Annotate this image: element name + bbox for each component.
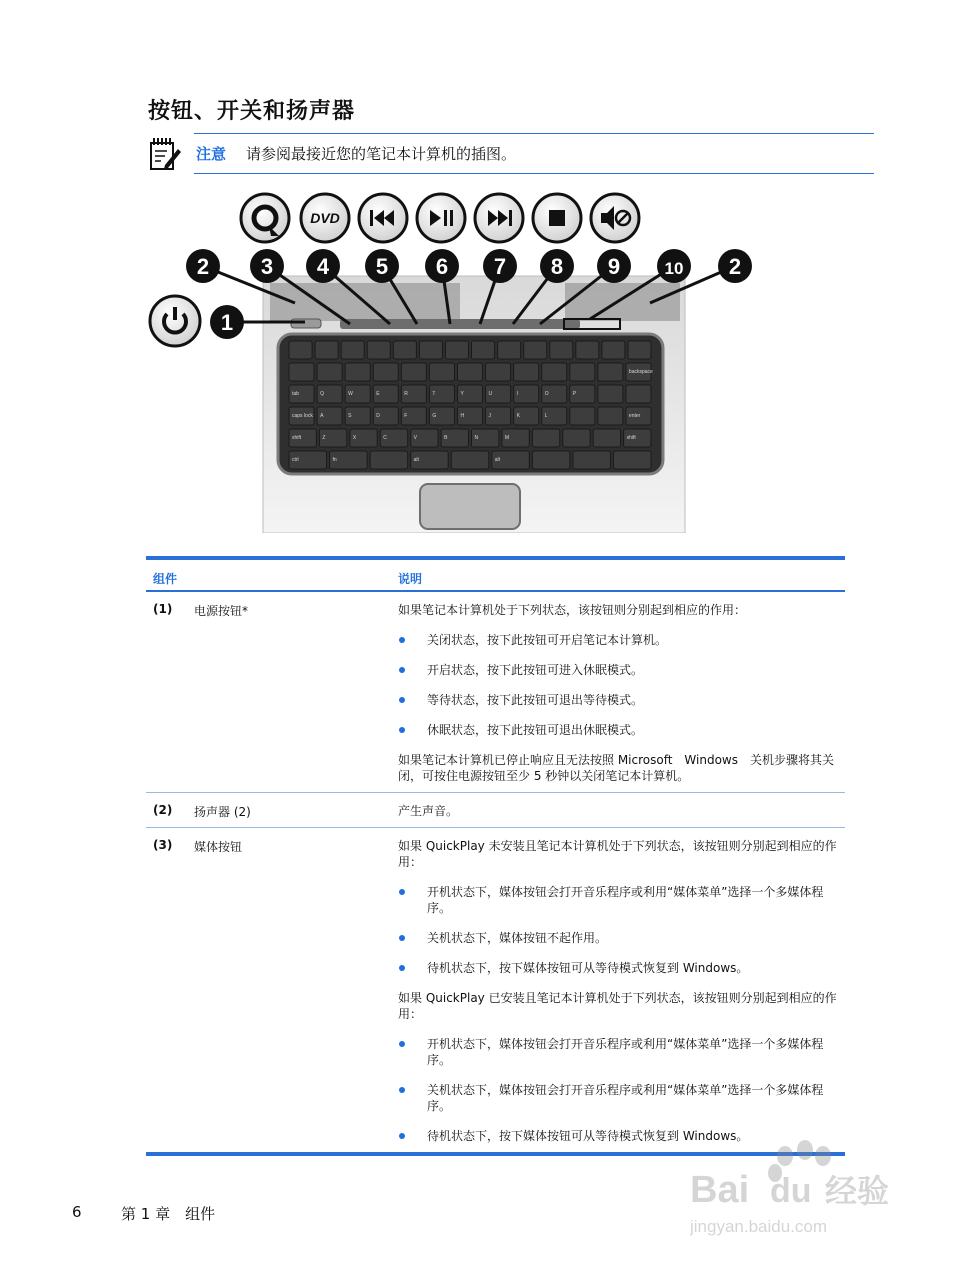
callout-number: 4 (316, 254, 330, 279)
row-component: 扬声器 (2) (194, 805, 251, 819)
table-header (146, 560, 845, 592)
keyboard-key (563, 429, 590, 447)
keyboard-key-label: O (544, 391, 549, 397)
keyboard-key-label: T (432, 391, 436, 397)
keyboard-key (593, 429, 620, 447)
keyboard-key-label: H (460, 413, 465, 419)
bullet-item: 休眠状态，按下此按钮可退出休眠模式。 (398, 722, 839, 738)
touchpad (420, 484, 520, 529)
keyboard-key-label: P (572, 391, 577, 397)
keyboard-key (370, 451, 408, 469)
header-component: 组件 (153, 572, 178, 586)
keyboard-key (532, 451, 570, 469)
power-icon-callout (150, 296, 200, 346)
keyboard-key-label: J (488, 413, 492, 419)
keyboard-key (451, 451, 489, 469)
callout-number: 1 (220, 310, 234, 335)
keyboard-key (598, 385, 623, 403)
speaker-grille-right (565, 283, 680, 321)
keyboard-key-label: N (474, 435, 479, 441)
keyboard-key-label: alt (494, 457, 501, 463)
callout-number: 2 (728, 254, 742, 279)
keyboard-key (457, 363, 482, 381)
bullet-dot-icon (399, 965, 405, 971)
row-number: (1) (153, 602, 173, 616)
chapter-label: 第 1 章 组件 (121, 1205, 216, 1223)
keyboard-key (419, 341, 442, 359)
keyboard-key-label: V (413, 435, 418, 441)
keyboard-key-label: D (376, 413, 380, 419)
callout-number: 3 (260, 254, 274, 279)
bullet-dot-icon (399, 935, 405, 941)
keyboard-key (445, 341, 468, 359)
keyboard-key (570, 407, 595, 425)
keyboard-key (486, 363, 511, 381)
keyboard-key-label: shift (626, 435, 636, 441)
bullet-item: 关机状态下，媒体按钮会打开音乐程序或利用“媒体菜单”选择一个多媒体程序。 (398, 1082, 839, 1114)
callout-number: 9 (607, 254, 621, 279)
row-number: (3) (153, 838, 173, 852)
row-description (398, 592, 845, 792)
keyboard-key-label: caps lock (292, 413, 313, 419)
keyboard-key (315, 341, 338, 359)
note-text: 请参阅最接近您的笔记本计算机的插图。 (246, 145, 517, 163)
note-rule-top (194, 133, 874, 134)
keyboard-key-label: W (348, 391, 353, 397)
row-component: 电源按钮* (194, 604, 249, 618)
keyboard-key-label: X (352, 435, 357, 441)
bullet-item: 开机状态下，媒体按钮会打开音乐程序或利用“媒体菜单”选择一个多媒体程序。 (398, 1036, 839, 1068)
callout-number: 7 (493, 254, 507, 279)
description-text: 产生声音。 (398, 804, 459, 818)
keyboard-key (317, 363, 342, 381)
keyboard-key-label: F (404, 413, 408, 419)
keyboard-key-label: enter (628, 413, 641, 419)
keyboard-key (550, 341, 573, 359)
page-title: 按钮、开关和扬声器 (148, 99, 356, 124)
watermark-brand: Bai (690, 1169, 750, 1211)
bullet-item: 开机状态下，媒体按钮会打开音乐程序或利用“媒体菜单”选择一个多媒体程序。 (398, 884, 839, 916)
row-description (398, 793, 845, 827)
row-number: (2) (153, 803, 173, 817)
bullet-item: 等待状态，按下此按钮可退出等待模式。 (398, 692, 839, 708)
keyboard-key (472, 341, 495, 359)
keyboard-key-label: K (516, 413, 520, 419)
keyboard-key-label: R (404, 391, 408, 397)
page-number: 6 (72, 1203, 82, 1221)
keyboard-key (514, 363, 539, 381)
keyboard-key-label: S (348, 413, 352, 419)
watermark-brand2: du (770, 1172, 812, 1210)
keyboard-key-label: B (444, 435, 448, 441)
header-description: 说明 (398, 572, 423, 586)
bullet-dot-icon (399, 1087, 405, 1093)
keyboard-key (628, 341, 651, 359)
media-icon-row (241, 194, 639, 242)
callout-number: 6 (435, 254, 449, 279)
keyboard-key (341, 341, 364, 359)
keyboard-key (498, 341, 521, 359)
keyboard-key-label: ctrl (292, 457, 299, 463)
keyboard-key-label: shift (292, 435, 302, 441)
quickplay-icon (241, 194, 289, 242)
keyboard-key-label: G (432, 413, 437, 419)
description-text: 如果笔记本计算机已停止响应且无法按照 Microsoft Windows 关机步骤将其关闭，可按住电源按钮至少 5 秒钟以关闭笔记本计算机。 (398, 753, 834, 783)
note-label: 注意 (196, 145, 227, 163)
note-pencil-icon (148, 137, 182, 171)
laptop-illustration (145, 188, 755, 533)
bullet-dot-icon (399, 667, 405, 673)
keyboard-key-label: Q (320, 391, 324, 397)
keyboard-key (542, 363, 567, 381)
keyboard-key (602, 341, 625, 359)
keyboard-key (524, 341, 547, 359)
keyboard-key-label: L (544, 413, 548, 419)
bullet-dot-icon (399, 1041, 405, 1047)
keyboard-key-label: M (504, 435, 510, 441)
dvd-icon-text: DVD (310, 210, 340, 226)
bullet-item: 开启状态，按下此按钮可进入休眠模式。 (398, 662, 839, 678)
table-row (146, 828, 845, 1152)
bullet-item: 待机状态下，按下媒体按钮可从等待模式恢复到 Windows。 (398, 960, 839, 976)
keyboard-key (289, 363, 314, 381)
keyboard-key-label: A (320, 413, 324, 419)
bullet-dot-icon (399, 727, 405, 733)
component-table (146, 556, 845, 1156)
callout-number: 5 (375, 254, 389, 279)
note-box (148, 133, 874, 174)
bullet-dot-icon (399, 637, 405, 643)
keyboard-key-label: U (488, 391, 493, 397)
row-description (398, 828, 845, 1152)
callout-number: 8 (550, 254, 564, 279)
keyboard-key (373, 363, 398, 381)
keyboard-key-label: Y (460, 391, 464, 397)
keyboard-key (626, 385, 651, 403)
table-row (146, 793, 845, 828)
baidu-jingyan-watermark (690, 1140, 905, 1250)
keyboard-key (401, 363, 426, 381)
keyboard-key (532, 429, 559, 447)
bullet-dot-icon (399, 697, 405, 703)
keyboard-key (429, 363, 454, 381)
keyboard-key (367, 341, 390, 359)
keyboard-key (598, 407, 623, 425)
keyboard-key (576, 341, 599, 359)
keyboard-key (598, 363, 623, 381)
watermark-url: jingyan.baidu.com (690, 1217, 828, 1236)
keyboard-key (345, 363, 370, 381)
keyboard-key-label: tab (292, 391, 299, 397)
bullet-item: 关机状态下，媒体按钮不起作用。 (398, 930, 839, 946)
keyboard-key-label: Z (322, 435, 326, 441)
bullet-dot-icon (399, 1133, 405, 1139)
description-text: 如果 QuickPlay 已安装且笔记本计算机处于下列状态，该按钮则分别起到相应的作用： (398, 991, 837, 1021)
description-text: 如果 QuickPlay 未安装且笔记本计算机处于下列状态，该按钮则分别起到相应的作用： (398, 839, 837, 869)
description-text: 如果笔记本计算机处于下列状态，该按钮则分别起到相应的作用： (398, 603, 747, 617)
callout-number: 2 (196, 254, 210, 279)
keyboard-key-label: backspace (628, 369, 653, 375)
keyboard-key (393, 341, 416, 359)
bullet-dot-icon (399, 889, 405, 895)
keyboard-key-label: E (376, 391, 380, 397)
keyboard-key-label: fn (332, 457, 337, 463)
bullet-item: 待机状态下，按下媒体按钮可从等待模式恢复到 Windows。 (398, 1128, 839, 1144)
table-row (146, 592, 845, 793)
keyboard-key (573, 451, 611, 469)
watermark-suffix: 经验 (825, 1173, 890, 1209)
bullet-item: 关闭状态，按下此按钮可开启笔记本计算机。 (398, 632, 839, 648)
note-rule-bottom (194, 173, 874, 174)
keyboard-key-label: C (383, 435, 387, 441)
keyboard-key-label: I (516, 391, 519, 397)
keyboard-key (570, 363, 595, 381)
row-component: 媒体按钮 (194, 840, 243, 854)
callout-number: 10 (664, 259, 684, 278)
keyboard-key-label: alt (413, 457, 419, 463)
keyboard-key (613, 451, 651, 469)
keyboard-key (289, 341, 312, 359)
